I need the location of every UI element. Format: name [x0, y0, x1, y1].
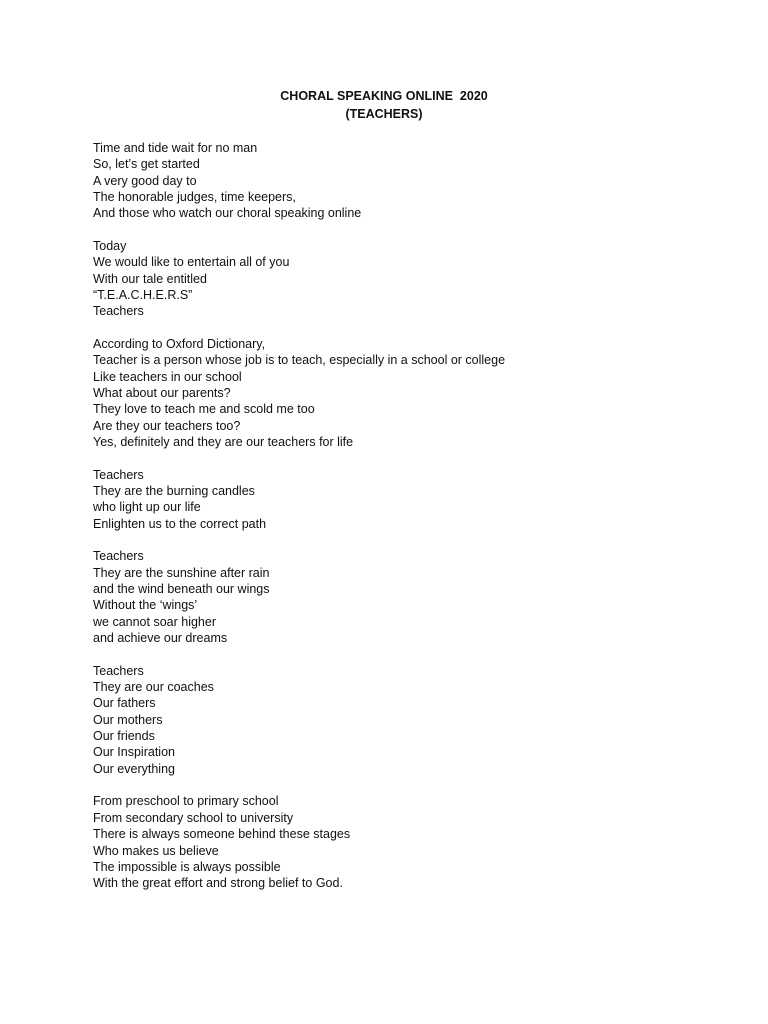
poem-line: Our fathers	[93, 696, 156, 711]
subtitle-line: (TEACHERS)	[345, 107, 423, 121]
poem-line: And those who watch our choral speaking online	[93, 206, 362, 221]
poem-line: Enlighten us to the correct path	[93, 516, 267, 531]
poem-line: The impossible is always possible	[93, 859, 281, 874]
poem-line: Today	[93, 239, 127, 254]
poem-line: From preschool to primary school	[93, 794, 279, 809]
stanza	[93, 793, 713, 891]
poem-line: With the great effort and strong belief to God.	[93, 876, 343, 891]
poem-line: Teachers	[93, 549, 144, 564]
poem-line: and the wind beneath our wings	[93, 582, 270, 597]
poem-line: A very good day to	[93, 173, 197, 188]
poem-body	[93, 140, 713, 908]
poem-line: They love to teach me and scold me too	[93, 402, 315, 417]
poem-line: Yes, definitely and they are our teachers for life	[93, 435, 354, 450]
title-line: CHORAL SPEAKING ONLINE 2020	[280, 89, 488, 103]
poem-line: So, let’s get started	[93, 157, 200, 172]
poem-line: Our everything	[93, 761, 175, 776]
poem-line: and achieve our dreams	[93, 631, 228, 646]
document-title	[0, 87, 768, 123]
poem-line: They are the sunshine after rain	[93, 565, 270, 580]
poem-line: Teachers	[93, 304, 144, 319]
poem-line: Like teachers in our school	[93, 369, 242, 384]
poem-line: They are the burning candles	[93, 484, 255, 499]
poem-line: They are our coaches	[93, 680, 214, 695]
poem-line: We would like to entertain all of you	[93, 255, 290, 270]
poem-line: Time and tide wait for no man	[93, 141, 258, 155]
stanza	[93, 336, 713, 450]
poem-line: With our tale entitled	[93, 271, 207, 286]
poem-line: According to Oxford Dictionary,	[93, 337, 266, 352]
stanza	[93, 238, 713, 320]
poem-line: “T.E.A.C.H.E.R.S”	[93, 288, 193, 303]
poem-line: There is always someone behind these stages	[93, 827, 351, 842]
stanza	[93, 548, 713, 646]
poem-line: Teachers	[93, 663, 144, 678]
poem-line: Our mothers	[93, 712, 163, 727]
poem-line: What about our parents?	[93, 386, 231, 401]
poem-line: From secondary school to university	[93, 810, 294, 825]
poem-line: Teachers	[93, 467, 144, 482]
poem-line: Our friends	[93, 729, 155, 744]
poem-line: Who makes us believe	[93, 843, 219, 858]
poem-line: The honorable judges, time keepers,	[93, 190, 296, 205]
poem-line: Without the ‘wings’	[93, 598, 198, 613]
stanza	[93, 140, 713, 222]
poem-line: Teacher is a person whose job is to teach, especially in a school or college	[93, 353, 506, 368]
poem-line: we cannot soar higher	[93, 614, 216, 629]
poem-line: who light up our life	[93, 500, 201, 515]
stanza	[93, 467, 713, 532]
poem-line: Are they our teachers too?	[93, 418, 241, 433]
poem-line: Our Inspiration	[93, 745, 175, 760]
stanza	[93, 663, 713, 777]
